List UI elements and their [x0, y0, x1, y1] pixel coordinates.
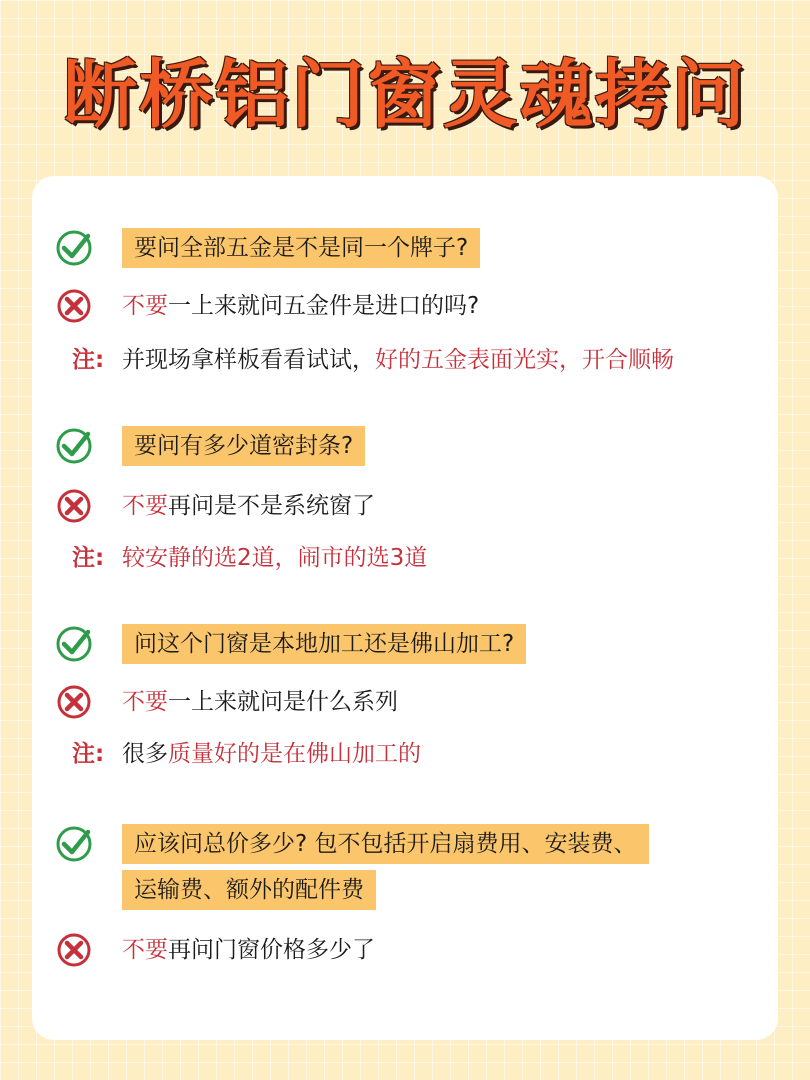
- no-rest: 一上来就问五金件是进口的吗?: [168, 293, 480, 319]
- yes-text: 要问有多少道密封条?: [122, 426, 365, 466]
- note-red: 质量好的是在佛山加工的: [168, 741, 421, 767]
- note-text: [122, 340, 674, 380]
- no-prefix: 不要: [122, 293, 168, 319]
- content-card: [32, 176, 778, 1040]
- cross-circle-icon: [54, 930, 94, 970]
- yes-text: 要问全部五金是不是同一个牌子?: [122, 228, 480, 268]
- note-label: 注:: [72, 347, 105, 373]
- no-text: [122, 930, 375, 970]
- no-text: [122, 682, 398, 722]
- no-prefix: 不要: [122, 937, 168, 963]
- yes-text: 问这个门窗是本地加工还是佛山加工?: [122, 624, 526, 664]
- no-rest: 一上来就问是什么系列: [168, 689, 398, 715]
- page-title: 断桥铝门窗灵魂拷问: [63, 52, 747, 138]
- no-text: [122, 486, 375, 526]
- note-text: [122, 734, 421, 774]
- cross-circle-icon: [54, 682, 94, 722]
- yes-text-line1: 应该问总价多少? 包不包括开启扇费用、安装费、: [122, 824, 649, 864]
- note-plain: 并现场拿样板看看试试，: [122, 347, 375, 373]
- note-label: 注:: [72, 741, 105, 767]
- no-prefix: 不要: [122, 493, 168, 519]
- cross-circle-icon: [54, 486, 94, 526]
- check-circle-icon: [54, 426, 94, 466]
- check-circle-icon: [54, 824, 94, 864]
- note-red: 较安静的选2道，闹市的选3道: [122, 545, 428, 571]
- no-text: [122, 286, 479, 326]
- no-rest: 再问门窗价格多少了: [168, 937, 375, 963]
- cross-circle-icon: [54, 286, 94, 326]
- check-circle-icon: [54, 228, 94, 268]
- check-circle-icon: [54, 624, 94, 664]
- yes-text-line2: 运输费、额外的配件费: [122, 870, 376, 910]
- note-label: 注:: [72, 545, 105, 571]
- note-red: 好的五金表面光实，开合顺畅: [375, 347, 674, 373]
- no-rest: 再问是不是系统窗了: [168, 493, 375, 519]
- no-prefix: 不要: [122, 689, 168, 715]
- note-plain: 很多: [122, 741, 168, 767]
